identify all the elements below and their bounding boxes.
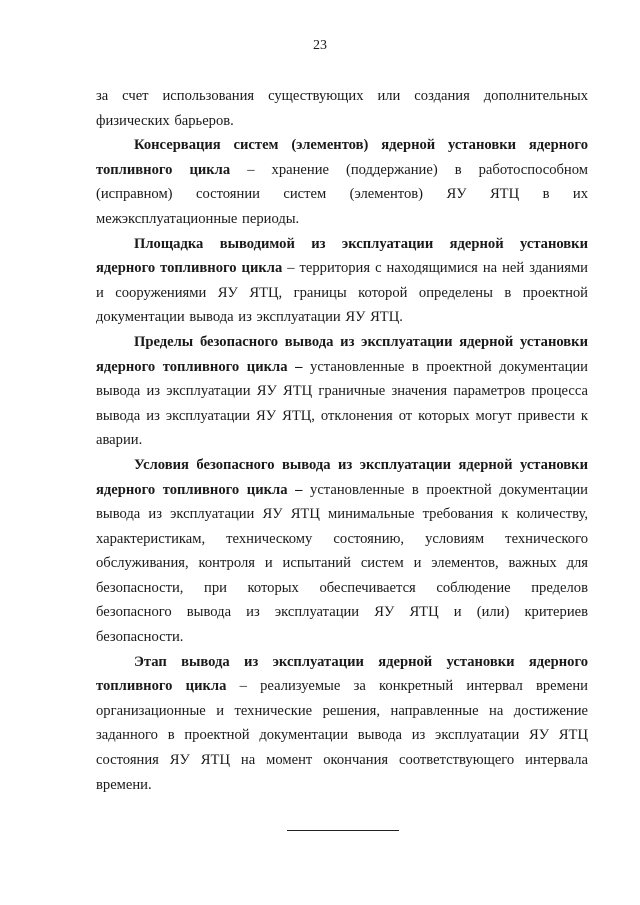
- definition-safe-conditions: [96, 453, 588, 650]
- definition-text: – хранение (поддержание) в работоспособном (исправном) состоянии систем (элементов) ЯУ ЯТЦ в их межэксплуатационные периоды.: [96, 161, 588, 227]
- definition-term: Консервация систем (элементов) ядерной установки ядерного топливного цикла: [96, 137, 588, 178]
- definition-term: Этап вывода из эксплуатации ядерной установки ядерного топливного цикла: [96, 653, 588, 695]
- definition-text: – реализуемые за конкретный интервал времени организационные и технические решения, направленные на достижение заданного в проектной документации вывода из эксплуатации ЯУ ЯТЦ состояния ЯУ ЯТЦ на момент окончания соответствующего интервала времени.: [96, 678, 588, 793]
- page-number: 23: [313, 38, 327, 53]
- definition-site: [96, 232, 588, 330]
- definition-conservation: [96, 133, 588, 231]
- definition-text: установленные в проектной документации вывода из эксплуатации ЯУ ЯТЦ граничные значения параметров процесса вывода из эксплуатации ЯУ ЯТЦ, отклонения от которых могут привести к аварии.: [96, 358, 588, 449]
- document-body: [96, 84, 588, 797]
- definition-stage: [96, 650, 588, 798]
- definition-text: – территория с находящимися на ней зданиями и сооружениями ЯУ ЯТЦ, границы которой определены в проектной документации вывода из эксплуатации ЯУ ЯТЦ.: [96, 260, 588, 326]
- definition-term: Площадка выводимой из эксплуатации ядерной установки ядерного топливного цикла: [96, 235, 588, 277]
- definition-text: установленные в проектной документации вывода из эксплуатации ЯУ ЯТЦ минимальные требования к количеству, характеристикам, техническому состоянию, условиям технического обслуживания, контроля и испытаний систем и элементов, важных для безопасности, при которых обеспечивается соблюдение пределов безопасного вывода из эксплуатации ЯУ ЯТЦ и (или) критериев безопасности.: [96, 481, 588, 646]
- definition-safe-limits: [96, 330, 588, 453]
- end-of-text-rule: [287, 830, 399, 831]
- definition-term: Пределы безопасного вывода из эксплуатации ядерной установки ядерного топливного цикла –: [96, 333, 588, 375]
- definition-term: Условия безопасного вывода из эксплуатации ядерной установки ядерного топливного цикла –: [96, 456, 588, 498]
- paragraph-text: за счет использования существующих или создания дополнительных физических барьеров.: [96, 88, 588, 129]
- paragraph-continuation: [96, 84, 588, 133]
